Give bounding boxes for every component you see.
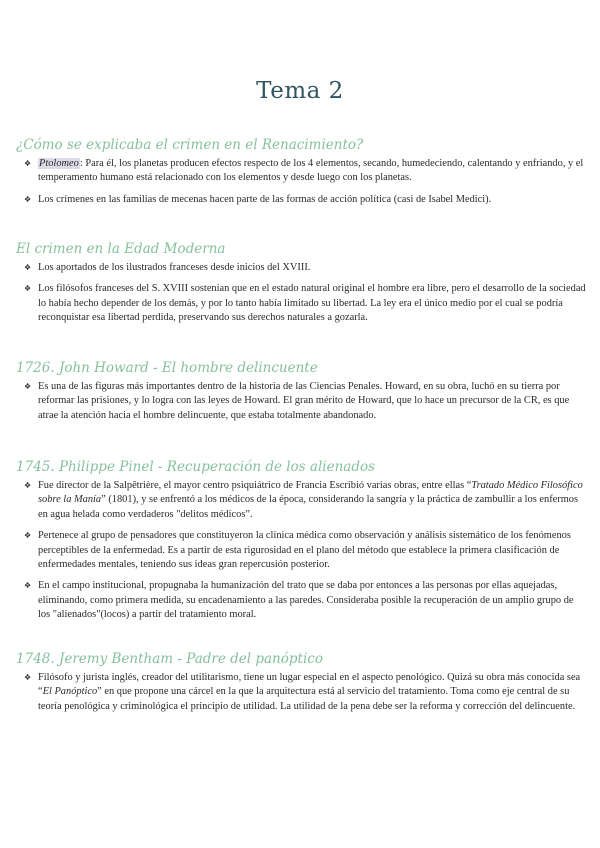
diamond-bullet-icon: ❖ — [24, 481, 32, 490]
diamond-bullet-icon: ❖ — [24, 284, 32, 294]
diamond-bullet-icon: ❖ — [24, 263, 32, 272]
bullet-text: : Para él, los planetas producen efectos respecto de los 4 elementos, secando, humedeciendo, calentando y enfriando, y el temperamento humano está relacionado con los elementos y desde luego con los planetas. — [38, 158, 584, 184]
list-item — [16, 193, 586, 207]
diamond-bullet-icon: ❖ — [24, 673, 32, 682]
section-renacimiento — [16, 137, 586, 207]
list-item — [16, 261, 586, 275]
bullet-text: ” en que propone una cárcel en la que la arquitectura está al servicio del tratamiento. Toma como eje central de su teoría penológica y criminológica el principio de utilidad. La utilidad de la pena debe ser la reforma y corrección del delincuente. — [38, 686, 576, 712]
diamond-bullet-icon: ❖ — [24, 382, 32, 391]
section-heading: 1745. Philippe Pinel - Recuperación de los alienados — [16, 459, 376, 475]
bullet-text: Pertenece al grupo de pensadores que constituyeron la clínica médica como observación y análisis sistemático de los fenómenos perceptibles de la enfermedad. Es a partir de esta rigurosidad en el plano del método que establece la primera clasificación de enfermedades mentales, teniendo sus ideas gran repercusión posterior. — [38, 530, 571, 571]
bullet-text: Fue director de la Salpêtrière, el mayor centro psiquiátrico de Francia Escribió varias obras, entre ellas “ — [38, 480, 472, 491]
bullet-text: En el campo institucional, propugnaba la humanización del trato que se daba por entonces a las personas por ellas aquejadas, eliminando, como primera medida, su encadenamiento a las paredes. Consideraba posible la recuperación de un amplio grupo de los "alienados"(locos) a partir del tratamiento moral. — [38, 580, 574, 621]
diamond-bullet-icon: ❖ — [24, 194, 32, 204]
list-item — [16, 479, 586, 522]
diamond-bullet-icon: ❖ — [24, 159, 32, 168]
bullet-text: Los crímenes en las familias de mecenas hacen parte de las formas de acción política (casi de Isabel Medici). — [38, 193, 492, 205]
list-item — [16, 529, 586, 572]
list-item — [16, 282, 586, 325]
highlighted-term: Ptolomeo — [39, 158, 79, 169]
bullet-text: Filósofo y jurista inglés, creador del utilitarismo, tiene un lugar especial en el aspecto penológico. Quizá su obra más conocida sea “ — [38, 672, 581, 698]
diamond-bullet-icon: ❖ — [24, 581, 32, 591]
section-heading: 1726. John Howard - El hombre delincuente — [16, 360, 318, 376]
section-heading: El crimen en la Edad Moderna — [16, 241, 226, 257]
section-edad-moderna — [16, 241, 586, 326]
diamond-bullet-icon: ❖ — [24, 531, 32, 541]
list-item — [16, 671, 586, 714]
section-howard — [16, 360, 586, 423]
bullet-text: Los aportados de los ilustrados franceses desde inicios del XVIII. — [38, 262, 311, 273]
book-title: El Panóptico — [42, 686, 98, 698]
list-item — [16, 380, 586, 423]
section-pinel — [16, 459, 586, 623]
list-item — [16, 579, 586, 622]
page-title: Tema 2 — [256, 78, 344, 104]
section-heading: ¿Cómo se explicaba el crimen en el Renacimiento? — [16, 137, 364, 153]
bullet-text: Los filósofos franceses del S. XVIII sostenían que en el estado natural original el hombre era libre, pero el desarrollo de la sociedad lo había hecho depender de los demás, y por lo tanto había limitado su libertad. La ley era el único medio por el cual se podría reconquistar esa libertad perdida, preservando sus derechos naturales a gozarla. — [38, 283, 586, 324]
list-item — [16, 157, 586, 186]
section-bentham — [16, 651, 586, 714]
section-heading: 1748. Jeremy Bentham - Padre del panóptico — [16, 651, 323, 667]
bullet-text: Es una de las figuras más importantes dentro de la historia de las Ciencias Penales. Howard, en su obra, luchó en su tierra por reformar las prisiones, y lo logra con las leyes de Howard. El gran mérito de Howard, que lo hace un precursor de la CR, es que atrae la atención hacia el hombre delincuente, que estaba totalmente abandonado. — [38, 381, 570, 421]
bullet-text: ” (1801), y se enfrentó a los médicos de la época, considerando la sangría y la práctica de zambullir a los enfermos en agua helada como verdaderos "delitos médicos”. — [38, 494, 579, 520]
book-title: Tratado Médico Filosófico sobre la Manía — [38, 480, 583, 506]
